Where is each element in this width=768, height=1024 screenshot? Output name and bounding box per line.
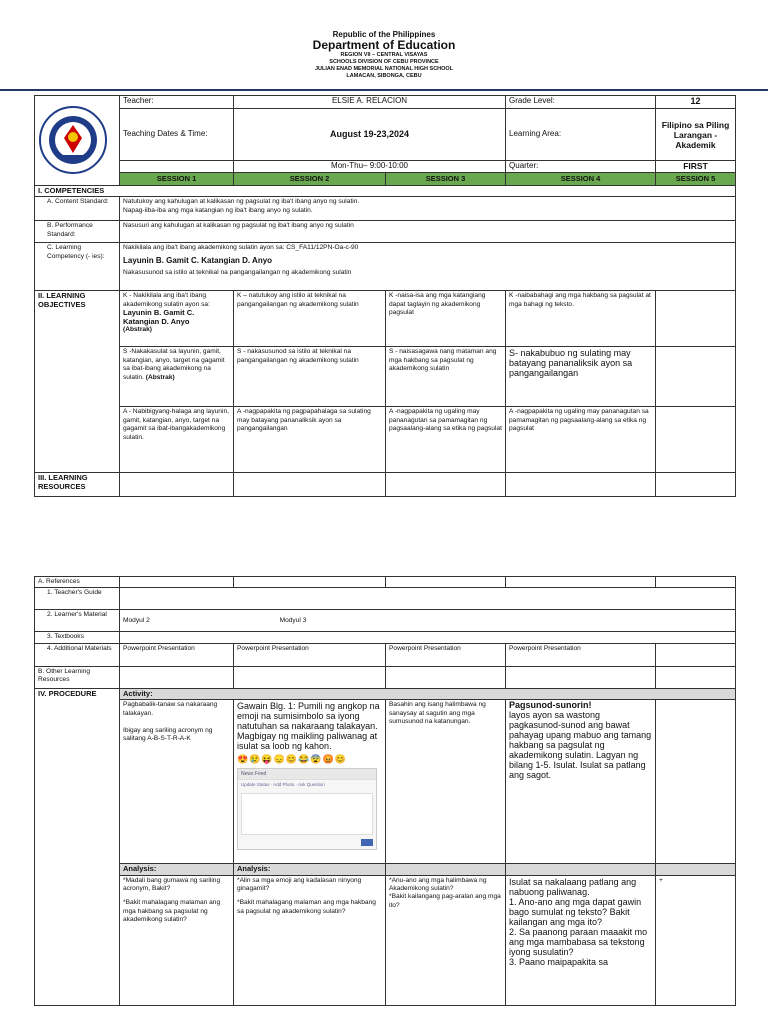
procedure-title: IV. PROCEDURE: [35, 688, 120, 1005]
additional-materials-label: 4. Additional Materials: [35, 643, 120, 666]
letterhead: [0, 30, 768, 80]
deped-seal-cell: [35, 96, 120, 186]
performance-standard-value: Nasusuri ang kahulugan at kalikasan ng pagsulat ng iba't ibang anyo ng sulatin: [120, 221, 736, 243]
objective-s3: S - naisasagawa nang mataman ang mga hakbang sa pagsulat ng akademikong sulatin: [386, 347, 506, 407]
other-resources-label: B. Other Learning Resources: [35, 666, 120, 688]
activity-3: Basahin ang isang halimbawa ng sanaysay at sagutin ang mga sumusunod na katanungan.: [386, 700, 506, 864]
content-standard-value: Natutukoy ang kahulugan at kalikasan ng pagsulat ng iba't ibang anyo ng sulatin. Napag-iiba-iba ang mga katangian ng iba't ibang anyo ng sulatin.: [120, 197, 736, 221]
republic-text: Republic of the Philippines: [332, 30, 436, 39]
analysis-3: *Anu-ano ang mga halimbawa ng Akademikong sulatin? *Bakit kailangang pag-aralan ang mga ito?: [386, 875, 506, 1005]
ppt-1: Powerpoint Presentation: [120, 643, 234, 666]
grade-label: Grade Level:: [506, 96, 656, 109]
analysis-header-1: Analysis:: [120, 864, 234, 875]
department-text: Department of Education: [312, 38, 456, 52]
schedule-value: Mon-Thu– 9:00-10:00: [234, 161, 506, 173]
activity-2: Gawain Blg. 1: Pumili ng angkop na emoji na sumisimbolo sa iyong natutuhan sa nakaraang talakayan. Magbigay ng maikling paliwanag at isulat sa loob ng kahon. 😍😢😝😞😊😂😨😡😊 News Feed Update Status · Add Photo · Ask Question: [234, 700, 386, 864]
objective-k1: K - Nakikilala ang iba't ibang akademikong sulatin ayon sa: Layunin B. Gamit C. Katangian D. Anyo (Abstrak): [120, 291, 234, 347]
activity-1: Pagbabalik-tanaw sa nakaraang talakayan. Ibigay ang sariling acronym ng salitang A-B-S-T-R-A-K: [120, 700, 234, 864]
objective-k4: K -naibabahagi ang mga hakbang sa pagsulat at mga bahagi ng teksto.: [506, 291, 656, 347]
activity-4: Pagsunod-sunorin! layos ayon sa wastong pagkasunod-sunod ang bawat pahayag upang mabuo ang tamang hakbang sa pagsulat ng akademikong sulatin. Lagyan ng bilang 1-5. Isulat. Isulat sa patlang ang sagot.: [506, 700, 656, 864]
session-header: SESSION 1: [120, 173, 234, 186]
area-value: Filipino sa Piling Larangan - Akademik: [656, 109, 736, 161]
textbooks-label: 3. Textbooks: [35, 632, 120, 643]
school-text: JULIAN ENAD MEMORIAL NATIONAL HIGH SCHOOL: [314, 66, 454, 72]
competencies-title: I. COMPETENCIES: [35, 186, 736, 197]
quarter-value: FIRST: [656, 161, 736, 173]
learners-material-value: Modyul 2 Modyul 3: [120, 610, 736, 632]
quarter-label: Quarter:: [506, 161, 656, 173]
objective-s2: S - nakasusunod sa istilo at teknikal na pangangailangan ng akademikong sulatin: [234, 347, 386, 407]
learning-competency-label: C. Learning Competency (- ies):: [35, 243, 120, 291]
emoji-row-icon: 😍😢😝😞😊😂😨😡😊: [237, 754, 347, 765]
region-text: REGION VII – CENTRAL VISAYAS: [340, 52, 428, 58]
objective-a2: A -nagpapakita ng pagpapahalaga sa sulating may batayang pananaliksik ayon sa pangangailangan: [234, 407, 386, 473]
teacher-name: ELSIE A. RELACION: [234, 96, 506, 109]
objective-a1: A - Nabibigyang-halaga ang layunin, gamit, katangian, anyo, target na gagamit sa ibat-ibangakademikong sulatin.: [120, 407, 234, 473]
deped-seal-icon: [38, 105, 108, 175]
social-feed-mockup: [237, 768, 377, 850]
content-standard-label: A. Content Standard:: [35, 197, 120, 221]
analysis-1: *Madali bang gumawa ng sariling acronym, Bakit? *Bakit mahalagang malaman ang mga hakbang sa pagsulat ng akademikong sulatin?: [120, 875, 234, 1005]
learners-material-label: 2. Learner's Material: [35, 610, 120, 632]
mock-feed-title: News Feed: [238, 769, 376, 780]
objectives-title: II. LEARNING OBJECTIVES: [35, 291, 120, 473]
dates-label: Teaching Dates & Time:: [120, 109, 234, 161]
mock-status-box: [241, 793, 373, 835]
analysis-2: *Alin sa mga emoji ang kadalasan ninyong ginagamit? *Bakit mahalagang malaman ang mga hakbang sa pagsulat ng akademikong sulatin?: [234, 875, 386, 1005]
plus-icon: +: [659, 876, 663, 884]
objective-k2: K – natutukoy ang istilo at teknikal na pangangailangan ng akademikong sulatin: [234, 291, 386, 347]
header-rule: [0, 89, 768, 91]
objective-k3: K -naisa-isa ang mga katangiang dapat taglayin ng akademikong pagsulat: [386, 291, 506, 347]
mock-post-button: [361, 839, 373, 846]
session-header: SESSION 3: [386, 173, 506, 186]
analysis-5: [656, 875, 736, 1005]
ppt-2: Powerpoint Presentation: [234, 643, 386, 666]
session-header: SESSION 5: [656, 173, 736, 186]
address-text: LAMACAN, SIBONGA, CEBU: [346, 73, 422, 79]
division-text: SCHOOLS DIVISION OF CEBU PROVINCE: [329, 59, 439, 65]
objective-a4: A -nagpapakita ng ugaling may pananagutan sa pamamagitan ng pagsaalang-alang sa etika ng pagsulat: [506, 407, 656, 473]
ppt-3: Powerpoint Presentation: [386, 643, 506, 666]
dll-table-bottom: [34, 576, 736, 1006]
learning-competency-value: Nakikilala ang iba't ibang akademikong sulatin ayon sa: CS_FA11/12PN-Oa-c-90 Layunin B. Gamit C. Katangian D. Anyo Nakasusunod sa istilo at teknikal na pangangailangan ng akademikong sulatin: [120, 243, 736, 291]
teachers-guide-label: 1. Teacher's Guide: [35, 588, 120, 610]
teacher-label: Teacher:: [120, 96, 234, 109]
performance-standard-label: B. Performance Standard:: [35, 221, 120, 243]
references-label: A. References: [35, 577, 120, 588]
resources-title: III. LEARNING RESOURCES: [35, 473, 120, 497]
session-header: SESSION 2: [234, 173, 386, 186]
area-label: Learning Area:: [506, 109, 656, 161]
session-header: SESSION 4: [506, 173, 656, 186]
mock-status-bar: Update Status · Add Photo · Ask Question: [241, 781, 325, 787]
analysis-header-2: Analysis:: [234, 864, 386, 875]
dates-value: August 19-23,2024: [234, 109, 506, 161]
analysis-4: Isulat sa nakalaang patlang ang nabuong paliwanag. 1. Ano-ano ang mga dapat gawin bago sumulat ng teksto? Bakit kailangan ang mga ito? 2. Sa paanong paraan maaakit mo ang mga mambabasa sa tekstong iyong susulatin? 3. Paano maipapakita sa: [506, 875, 656, 1005]
grade-value: 12: [656, 96, 736, 109]
objective-s4: S- nakabubuo ng sulating may batayang pananaliksik ayon sa pangangailangan: [506, 347, 656, 407]
dll-table-top: [34, 95, 736, 497]
activity-header: Activity:: [120, 688, 736, 699]
objective-a3: A -nagpapakita ng ugaling may pananagutan sa pamamagitan ng pagsaalang-alang sa etika ng pagsulat: [386, 407, 506, 473]
objective-s1: S -Nakakasulat sa layunin, gamit, katangian, anyo, target na gagamit sa ibat-ibang akademikong na sulatin. (Abstrak): [120, 347, 234, 407]
ppt-4: Powerpoint Presentation: [506, 643, 656, 666]
